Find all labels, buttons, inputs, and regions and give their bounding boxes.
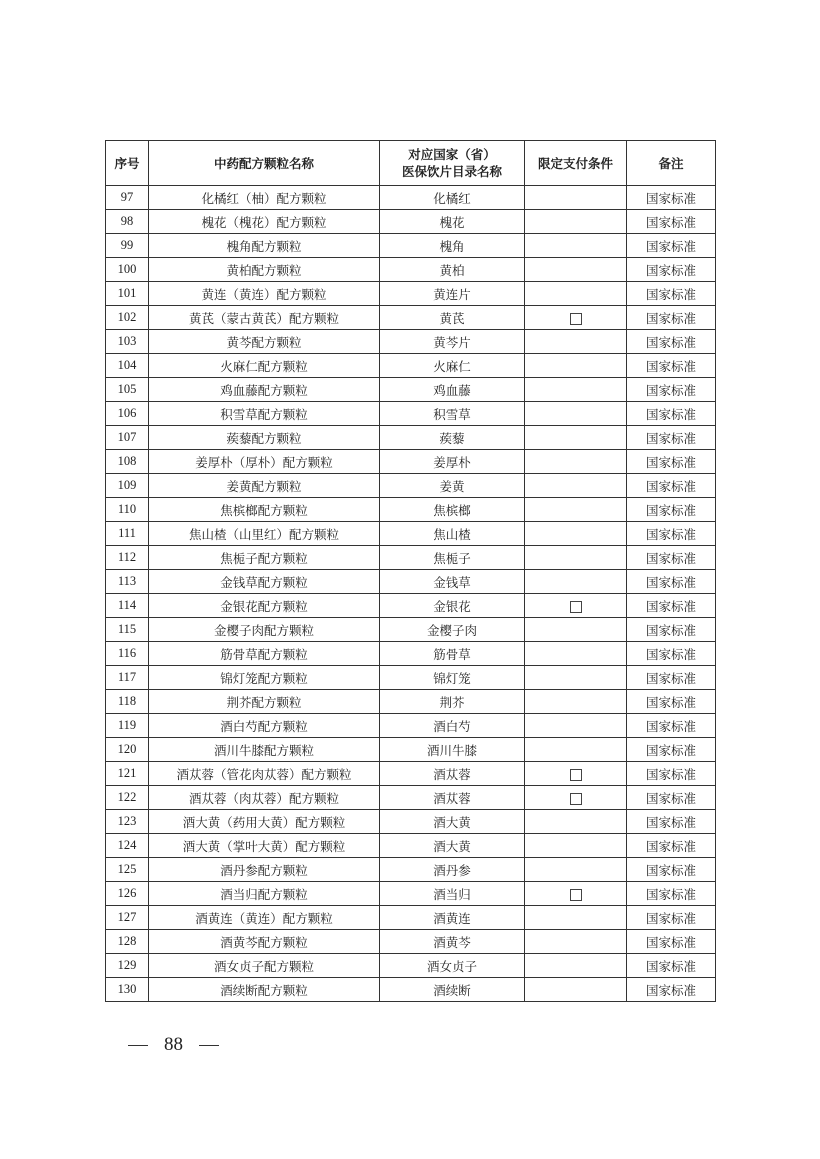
cell-name: 金钱草配方颗粒	[149, 570, 380, 594]
cell-seq: 112	[106, 546, 149, 570]
checkbox-icon	[570, 889, 582, 901]
cell-note: 国家标准	[627, 450, 716, 474]
cell-catalog: 姜厚朴	[380, 450, 525, 474]
table-row	[106, 714, 716, 738]
cell-name: 锦灯笼配方颗粒	[149, 666, 380, 690]
cell-seq: 125	[106, 858, 149, 882]
page-number: 88	[164, 1034, 183, 1055]
cell-seq: 98	[106, 210, 149, 234]
cell-catalog: 蒺藜	[380, 426, 525, 450]
cell-condition	[525, 474, 627, 498]
cell-condition	[525, 522, 627, 546]
cell-condition	[525, 210, 627, 234]
cell-catalog: 焦栀子	[380, 546, 525, 570]
cell-note: 国家标准	[627, 522, 716, 546]
cell-name: 酒女贞子配方颗粒	[149, 954, 380, 978]
cell-name: 槐角配方颗粒	[149, 234, 380, 258]
cell-catalog: 金樱子肉	[380, 618, 525, 642]
checkbox-icon	[570, 601, 582, 613]
checkbox-icon	[570, 769, 582, 781]
cell-catalog: 黄芩片	[380, 330, 525, 354]
formula-granule-table	[105, 140, 716, 1002]
cell-name: 蒺藜配方颗粒	[149, 426, 380, 450]
table-row	[106, 282, 716, 306]
cell-seq: 100	[106, 258, 149, 282]
cell-seq: 120	[106, 738, 149, 762]
header-name: 中药配方颗粒名称	[149, 141, 380, 186]
header-catalog-line1: 对应国家（省）	[408, 147, 496, 162]
cell-seq: 105	[106, 378, 149, 402]
cell-condition	[525, 810, 627, 834]
cell-name: 酒白芍配方颗粒	[149, 714, 380, 738]
table-row	[106, 426, 716, 450]
table-row	[106, 882, 716, 906]
table-row	[106, 210, 716, 234]
cell-catalog: 黄芪	[380, 306, 525, 330]
page-footer	[128, 1034, 219, 1056]
cell-condition	[525, 738, 627, 762]
cell-seq: 97	[106, 186, 149, 210]
cell-catalog: 化橘红	[380, 186, 525, 210]
cell-name: 酒丹参配方颗粒	[149, 858, 380, 882]
cell-condition	[525, 498, 627, 522]
cell-seq: 128	[106, 930, 149, 954]
cell-catalog: 焦槟榔	[380, 498, 525, 522]
cell-note: 国家标准	[627, 882, 716, 906]
cell-name: 积雪草配方颗粒	[149, 402, 380, 426]
cell-note: 国家标准	[627, 354, 716, 378]
table-row	[106, 378, 716, 402]
table-row	[106, 786, 716, 810]
cell-note: 国家标准	[627, 402, 716, 426]
cell-catalog: 火麻仁	[380, 354, 525, 378]
cell-condition	[525, 546, 627, 570]
footer-dash-left	[128, 1045, 148, 1046]
cell-note: 国家标准	[627, 954, 716, 978]
cell-note: 国家标准	[627, 426, 716, 450]
cell-note: 国家标准	[627, 306, 716, 330]
cell-catalog: 酒白芍	[380, 714, 525, 738]
cell-name: 酒苁蓉（管花肉苁蓉）配方颗粒	[149, 762, 380, 786]
cell-name: 酒大黄（掌叶大黄）配方颗粒	[149, 834, 380, 858]
table-header-row	[106, 141, 716, 186]
cell-name: 槐花（槐花）配方颗粒	[149, 210, 380, 234]
table-row	[106, 570, 716, 594]
cell-catalog: 姜黄	[380, 474, 525, 498]
cell-name: 酒川牛膝配方颗粒	[149, 738, 380, 762]
cell-seq: 122	[106, 786, 149, 810]
cell-catalog: 槐角	[380, 234, 525, 258]
cell-name: 酒苁蓉（肉苁蓉）配方颗粒	[149, 786, 380, 810]
cell-note: 国家标准	[627, 834, 716, 858]
table-row	[106, 858, 716, 882]
cell-note: 国家标准	[627, 546, 716, 570]
table-row	[106, 402, 716, 426]
cell-catalog: 酒丹参	[380, 858, 525, 882]
cell-note: 国家标准	[627, 210, 716, 234]
cell-note: 国家标准	[627, 786, 716, 810]
table-row	[106, 906, 716, 930]
cell-note: 国家标准	[627, 474, 716, 498]
cell-note: 国家标准	[627, 282, 716, 306]
cell-note: 国家标准	[627, 738, 716, 762]
cell-note: 国家标准	[627, 234, 716, 258]
cell-catalog: 黄连片	[380, 282, 525, 306]
cell-catalog: 鸡血藤	[380, 378, 525, 402]
cell-condition	[525, 186, 627, 210]
cell-condition	[525, 978, 627, 1002]
cell-name: 酒黄芩配方颗粒	[149, 930, 380, 954]
cell-catalog: 酒当归	[380, 882, 525, 906]
table-row	[106, 330, 716, 354]
cell-name: 化橘红（柚）配方颗粒	[149, 186, 380, 210]
cell-seq: 113	[106, 570, 149, 594]
table-row	[106, 498, 716, 522]
cell-seq: 129	[106, 954, 149, 978]
cell-condition	[525, 306, 627, 330]
cell-name: 焦栀子配方颗粒	[149, 546, 380, 570]
cell-seq: 99	[106, 234, 149, 258]
cell-seq: 124	[106, 834, 149, 858]
cell-catalog: 锦灯笼	[380, 666, 525, 690]
cell-name: 火麻仁配方颗粒	[149, 354, 380, 378]
cell-condition	[525, 666, 627, 690]
cell-condition	[525, 594, 627, 618]
cell-seq: 114	[106, 594, 149, 618]
cell-seq: 109	[106, 474, 149, 498]
cell-name: 黄柏配方颗粒	[149, 258, 380, 282]
cell-note: 国家标准	[627, 378, 716, 402]
cell-name: 金银花配方颗粒	[149, 594, 380, 618]
table-row	[106, 810, 716, 834]
table-row	[106, 738, 716, 762]
cell-note: 国家标准	[627, 594, 716, 618]
cell-seq: 111	[106, 522, 149, 546]
cell-name: 荆芥配方颗粒	[149, 690, 380, 714]
cell-catalog: 酒苁蓉	[380, 786, 525, 810]
cell-seq: 121	[106, 762, 149, 786]
cell-note: 国家标准	[627, 330, 716, 354]
cell-catalog: 酒大黄	[380, 834, 525, 858]
cell-catalog: 酒苁蓉	[380, 762, 525, 786]
cell-catalog: 荆芥	[380, 690, 525, 714]
cell-seq: 127	[106, 906, 149, 930]
cell-condition	[525, 378, 627, 402]
cell-condition	[525, 426, 627, 450]
table-row	[106, 762, 716, 786]
cell-name: 酒黄连（黄连）配方颗粒	[149, 906, 380, 930]
cell-note: 国家标准	[627, 618, 716, 642]
cell-catalog: 酒黄芩	[380, 930, 525, 954]
cell-condition	[525, 402, 627, 426]
table-row	[106, 642, 716, 666]
table-row	[106, 930, 716, 954]
cell-seq: 110	[106, 498, 149, 522]
cell-seq: 116	[106, 642, 149, 666]
cell-condition	[525, 450, 627, 474]
cell-seq: 106	[106, 402, 149, 426]
cell-note: 国家标准	[627, 186, 716, 210]
cell-condition	[525, 930, 627, 954]
cell-condition	[525, 330, 627, 354]
cell-note: 国家标准	[627, 906, 716, 930]
table-row	[106, 978, 716, 1002]
table-row	[106, 546, 716, 570]
table-row	[106, 186, 716, 210]
cell-note: 国家标准	[627, 930, 716, 954]
cell-condition	[525, 354, 627, 378]
table-row	[106, 522, 716, 546]
cell-condition	[525, 954, 627, 978]
cell-note: 国家标准	[627, 978, 716, 1002]
cell-name: 焦槟榔配方颗粒	[149, 498, 380, 522]
table-row	[106, 666, 716, 690]
checkbox-icon	[570, 313, 582, 325]
cell-condition	[525, 906, 627, 930]
cell-condition	[525, 786, 627, 810]
cell-condition	[525, 834, 627, 858]
cell-seq: 126	[106, 882, 149, 906]
cell-note: 国家标准	[627, 258, 716, 282]
footer-dash-right	[199, 1045, 219, 1046]
cell-seq: 123	[106, 810, 149, 834]
cell-condition	[525, 714, 627, 738]
cell-condition	[525, 618, 627, 642]
cell-name: 黄连（黄连）配方颗粒	[149, 282, 380, 306]
cell-note: 国家标准	[627, 858, 716, 882]
cell-catalog: 筋骨草	[380, 642, 525, 666]
cell-name: 黄芩配方颗粒	[149, 330, 380, 354]
table-row	[106, 954, 716, 978]
cell-seq: 108	[106, 450, 149, 474]
cell-seq: 115	[106, 618, 149, 642]
cell-condition	[525, 570, 627, 594]
cell-name: 鸡血藤配方颗粒	[149, 378, 380, 402]
checkbox-icon	[570, 793, 582, 805]
table-row	[106, 306, 716, 330]
cell-catalog: 焦山楂	[380, 522, 525, 546]
table-row	[106, 690, 716, 714]
cell-seq: 117	[106, 666, 149, 690]
table-row	[106, 354, 716, 378]
cell-seq: 103	[106, 330, 149, 354]
cell-note: 国家标准	[627, 762, 716, 786]
cell-seq: 101	[106, 282, 149, 306]
cell-condition	[525, 882, 627, 906]
cell-condition	[525, 858, 627, 882]
cell-catalog: 槐花	[380, 210, 525, 234]
cell-note: 国家标准	[627, 498, 716, 522]
table-row	[106, 474, 716, 498]
cell-note: 国家标准	[627, 570, 716, 594]
cell-name: 酒当归配方颗粒	[149, 882, 380, 906]
cell-name: 姜黄配方颗粒	[149, 474, 380, 498]
cell-name: 黄芪（蒙古黄芪）配方颗粒	[149, 306, 380, 330]
cell-catalog: 酒大黄	[380, 810, 525, 834]
cell-seq: 118	[106, 690, 149, 714]
header-seq: 序号	[106, 141, 149, 186]
cell-name: 筋骨草配方颗粒	[149, 642, 380, 666]
cell-condition	[525, 762, 627, 786]
table-row	[106, 618, 716, 642]
cell-note: 国家标准	[627, 666, 716, 690]
cell-condition	[525, 690, 627, 714]
cell-seq: 102	[106, 306, 149, 330]
cell-condition	[525, 234, 627, 258]
cell-catalog: 酒黄连	[380, 906, 525, 930]
cell-note: 国家标准	[627, 690, 716, 714]
table-row	[106, 234, 716, 258]
cell-name: 焦山楂（山里红）配方颗粒	[149, 522, 380, 546]
cell-name: 金樱子肉配方颗粒	[149, 618, 380, 642]
cell-condition	[525, 258, 627, 282]
table-row	[106, 834, 716, 858]
header-condition: 限定支付条件	[525, 141, 627, 186]
table-row	[106, 594, 716, 618]
cell-catalog: 黄柏	[380, 258, 525, 282]
cell-condition	[525, 642, 627, 666]
cell-seq: 119	[106, 714, 149, 738]
header-catalog	[380, 141, 525, 186]
cell-note: 国家标准	[627, 642, 716, 666]
cell-condition	[525, 282, 627, 306]
cell-note: 国家标准	[627, 714, 716, 738]
cell-seq: 107	[106, 426, 149, 450]
header-note: 备注	[627, 141, 716, 186]
header-catalog-line2: 医保饮片目录名称	[401, 164, 502, 179]
cell-name: 姜厚朴（厚朴）配方颗粒	[149, 450, 380, 474]
cell-catalog: 酒女贞子	[380, 954, 525, 978]
cell-name: 酒续断配方颗粒	[149, 978, 380, 1002]
table-row	[106, 258, 716, 282]
cell-seq: 104	[106, 354, 149, 378]
cell-catalog: 金钱草	[380, 570, 525, 594]
cell-seq: 130	[106, 978, 149, 1002]
cell-catalog: 酒川牛膝	[380, 738, 525, 762]
cell-catalog: 金银花	[380, 594, 525, 618]
cell-catalog: 积雪草	[380, 402, 525, 426]
table-row	[106, 450, 716, 474]
cell-catalog: 酒续断	[380, 978, 525, 1002]
cell-name: 酒大黄（药用大黄）配方颗粒	[149, 810, 380, 834]
cell-note: 国家标准	[627, 810, 716, 834]
